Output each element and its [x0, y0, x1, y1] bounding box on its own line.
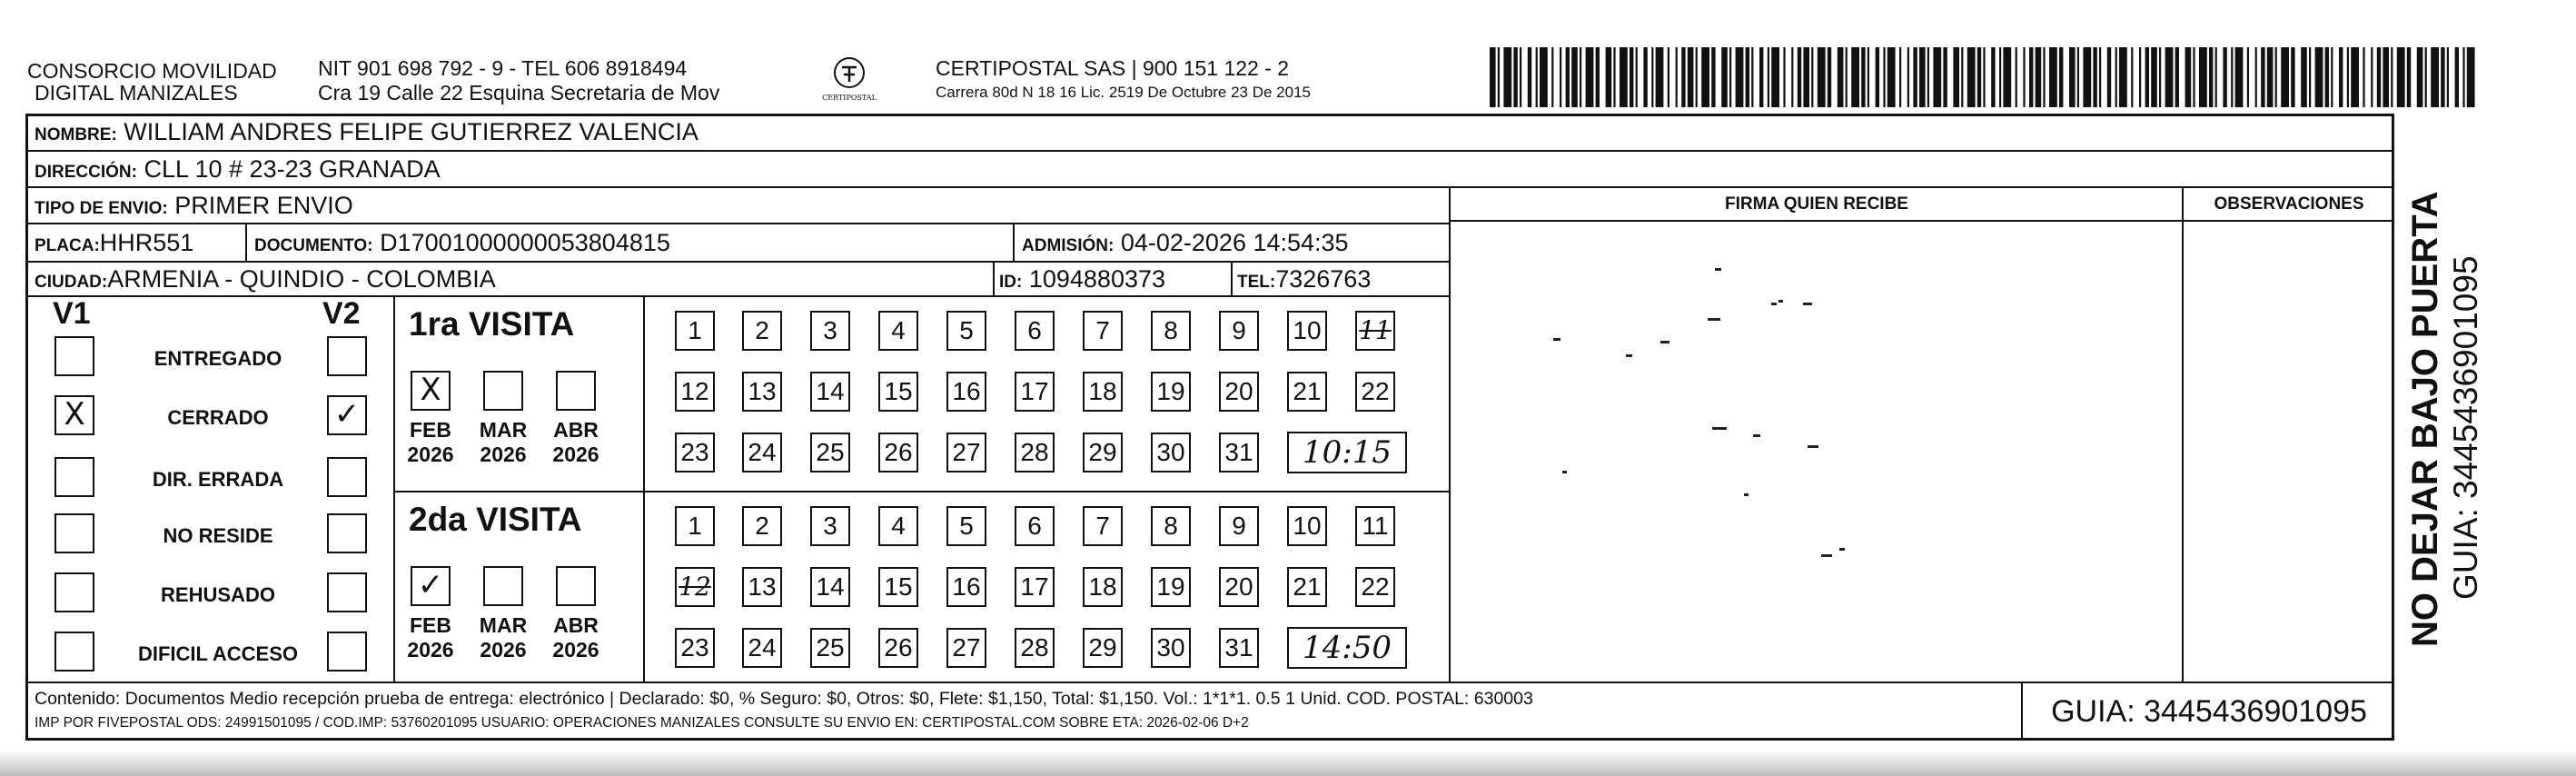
day-box[interactable]: 27	[946, 628, 986, 668]
id-cell	[999, 265, 1165, 296]
barcode-bar	[1768, 47, 1769, 107]
day-box[interactable]: 6	[1015, 506, 1055, 546]
month-year: 2026	[552, 638, 599, 662]
barcode-bar	[1571, 47, 1578, 107]
ciudad-value: ARMENIA - QUINDIO - COLOMBIA	[107, 265, 496, 293]
visit-time[interactable]: 10:15	[1287, 432, 1407, 473]
barcode-bar	[2036, 47, 2042, 107]
barcode-bar	[2235, 47, 2244, 107]
barcode-bar	[1933, 47, 1941, 107]
tipo-envio-label: TIPO DE ENVIO:	[35, 199, 168, 218]
month-name: MAR	[479, 418, 528, 442]
month-name: ABR	[553, 418, 599, 442]
barcode-bar	[1736, 47, 1744, 107]
barcode-bar	[1953, 47, 1959, 107]
scan-edge	[0, 751, 2576, 776]
barcode-bar	[1688, 47, 1694, 107]
barcode-bar	[2151, 47, 2157, 107]
day-box[interactable]: 21	[1287, 372, 1327, 412]
barcode-bar	[1746, 47, 1749, 107]
guia-box: GUIA: 3445436901095	[2051, 694, 2367, 729]
barcode-bar	[2131, 47, 2133, 107]
day-box[interactable]: 14	[810, 372, 850, 412]
direccion-label: DIRECCIÓN:	[35, 163, 137, 182]
day-box-marked[interactable]: 11	[1355, 311, 1395, 351]
barcode-bar	[2029, 47, 2033, 107]
day-box[interactable]: 1	[675, 311, 715, 351]
month-checkbox[interactable]	[556, 566, 596, 606]
v1-checkbox[interactable]	[54, 457, 94, 497]
day-box[interactable]: 20	[1219, 567, 1259, 607]
barcode-bar	[1943, 47, 1947, 107]
barcode-bar	[1513, 47, 1517, 107]
barcode-bar	[2417, 47, 2423, 107]
barcode-bar	[2255, 47, 2257, 107]
barcode-bar	[1818, 47, 1826, 107]
barcode-bar	[1868, 47, 1869, 107]
day-box[interactable]: 29	[1083, 433, 1123, 473]
day-box[interactable]: 2	[742, 311, 782, 351]
v1-checkbox[interactable]	[54, 632, 94, 672]
barcode-bar	[2093, 47, 2096, 107]
v2-checkbox[interactable]: ✓	[327, 395, 367, 435]
barcode-bar	[1876, 47, 1879, 107]
barcode-bar	[1490, 47, 1496, 107]
barcode-bar	[1783, 47, 1785, 107]
month-checkbox[interactable]	[483, 566, 523, 606]
barcode-bar	[2371, 47, 2373, 107]
observaciones-header: OBSERVACIONES	[2214, 194, 2364, 214]
barcode-bar	[2115, 47, 2117, 107]
carrier-address-line: Carrera 80d N 18 16 Lic. 2519 De Octubre 23 De 2015	[936, 84, 1311, 101]
barcode-bar	[1883, 47, 1885, 107]
day-box[interactable]: 3	[810, 506, 850, 546]
day-box[interactable]: 25	[810, 628, 850, 668]
firma-header: FIRMA QUIEN RECIBE	[1725, 194, 1908, 214]
day-box[interactable]: 22	[1355, 567, 1395, 607]
barcode-bar	[1636, 47, 1638, 107]
day-box-marked[interactable]: 12	[675, 567, 715, 607]
id-value: 1094880373	[1028, 265, 1166, 293]
barcode-bar	[2377, 47, 2381, 107]
day-box[interactable]: 26	[878, 433, 918, 473]
visit-title: 2da VISITA	[409, 501, 582, 538]
tel-label: TEL:	[1237, 273, 1276, 292]
placa-row	[35, 229, 193, 260]
barcode-bar	[2467, 47, 2475, 107]
status-label: REHUSADO	[161, 583, 275, 606]
status-label: NO RESIDE	[163, 524, 273, 547]
barcode-bar	[2209, 47, 2213, 107]
day-box[interactable]: 26	[878, 628, 918, 668]
day-box[interactable]: 17	[1015, 372, 1055, 412]
barcode-bar	[2119, 47, 2127, 107]
barcode-bar	[1711, 47, 1715, 107]
day-box[interactable]: 31	[1219, 433, 1259, 473]
barcode-bar	[2069, 47, 2076, 107]
barcode-bar	[2441, 47, 2444, 107]
ciudad-label: CIUDAD:	[35, 273, 108, 292]
v1-checkbox[interactable]: X	[54, 395, 94, 435]
day-box[interactable]: 10	[1287, 311, 1327, 351]
day-box[interactable]: 19	[1151, 567, 1191, 607]
barcode-bar	[1701, 47, 1709, 107]
month-year: 2026	[480, 638, 527, 662]
nombre-label: NOMBRE:	[35, 125, 117, 144]
day-box[interactable]: 21	[1287, 567, 1327, 607]
barcode-bar	[2083, 47, 2091, 107]
barcode-bar	[1503, 47, 1511, 107]
tipo-envio-row	[35, 192, 353, 223]
barcode-bar	[2281, 47, 2289, 107]
day-box[interactable]: 8	[1151, 311, 1191, 351]
day-box[interactable]: 23	[675, 628, 715, 668]
v2-checkbox[interactable]	[327, 572, 367, 612]
barcode-bar	[2223, 47, 2226, 107]
day-box[interactable]: 18	[1083, 372, 1123, 412]
barcode-bar	[1838, 47, 1844, 107]
admision-value: 04-02-2026 14:54:35	[1120, 229, 1349, 256]
company-name-line1: CONSORCIO MOVILIDAD	[27, 59, 277, 83]
barcode-bar	[2107, 47, 2111, 107]
barcode-bar	[1811, 47, 1813, 107]
nit-line: NIT 901 698 792 - 9 - TEL 606 8918494	[318, 56, 688, 80]
month-name: MAR	[479, 613, 528, 637]
barcode-bar	[2165, 47, 2174, 107]
day-box[interactable]: 7	[1083, 506, 1123, 546]
barcode-bar	[2383, 47, 2389, 107]
barcode-bar	[2059, 47, 2063, 107]
barcode-bar	[2099, 47, 2101, 107]
day-box[interactable]: 31	[1219, 628, 1259, 668]
barcode-bar	[1520, 47, 1521, 107]
tel-cell	[1237, 265, 1371, 296]
barcode-bar	[2247, 47, 2249, 107]
barcode-bar	[1580, 47, 1581, 107]
barcode-bar	[2139, 47, 2141, 107]
day-box[interactable]: 9	[1219, 506, 1259, 546]
day-box[interactable]: 4	[878, 311, 918, 351]
day-box[interactable]: 7	[1083, 311, 1123, 351]
barcode-bar	[1721, 47, 1728, 107]
placa-label: PLACA:	[35, 236, 100, 255]
tipo-envio-value: PRIMER ENVIO	[174, 192, 353, 219]
v1-checkbox[interactable]	[54, 513, 94, 553]
day-box[interactable]: 13	[742, 372, 782, 412]
barcode-bar	[1771, 47, 1779, 107]
side-guia: GUIA: 3445436901095	[2447, 255, 2484, 600]
day-box[interactable]: 8	[1151, 506, 1191, 546]
day-box[interactable]: 28	[1015, 433, 1055, 473]
barcode-bar	[1676, 47, 1678, 107]
month-year: 2026	[407, 638, 454, 662]
barcode-bar	[1620, 47, 1628, 107]
barcode-bar	[1798, 47, 1801, 107]
barcode-bar	[1613, 47, 1615, 107]
barcode-bar	[2231, 47, 2233, 107]
nombre-value: WILLIAM ANDRES FELIPE GUTIERREZ VALENCIA	[124, 118, 698, 145]
barcode-bar	[1967, 47, 1976, 107]
day-box[interactable]: 28	[1015, 628, 1055, 668]
barcode-bar	[1961, 47, 1963, 107]
placa-value: HHR551	[99, 229, 194, 256]
month-year: 2026	[407, 443, 454, 466]
month-checkbox[interactable]	[556, 371, 596, 411]
barcode-bar	[1759, 47, 1763, 107]
barcode-bar	[2275, 47, 2277, 107]
nombre-row	[35, 118, 698, 149]
certipostal-logo	[822, 53, 877, 107]
barcode-bar	[2193, 47, 2195, 107]
barcode-bar	[2397, 47, 2405, 107]
barcode-bar	[1681, 47, 1685, 107]
day-box[interactable]: 14	[810, 567, 850, 607]
day-box[interactable]: 12	[675, 372, 715, 412]
status-label: DIR. ERRADA	[152, 468, 284, 491]
barcode-bar	[1927, 47, 1929, 107]
barcode-bar	[2301, 47, 2307, 107]
barcode-bar	[1551, 47, 1553, 107]
v2-label: V2	[322, 296, 361, 331]
barcode-bar	[1991, 47, 1995, 107]
barcode-bar	[2431, 47, 2439, 107]
day-box[interactable]: 3	[810, 311, 850, 351]
day-box[interactable]: 24	[742, 628, 782, 668]
direccion-value: CLL 10 # 23-23 GRANADA	[144, 155, 441, 183]
month-checkbox[interactable]	[483, 371, 523, 411]
day-box[interactable]: 10	[1287, 506, 1327, 546]
barcode-bar	[2291, 47, 2294, 107]
barcode-bar	[1729, 47, 1731, 107]
visit-title: 1ra VISITA	[409, 305, 575, 343]
barcode-bar	[2215, 47, 2217, 107]
v2-checkbox[interactable]	[327, 336, 367, 376]
barcode-bar	[1696, 47, 1698, 107]
barcode-bar	[2325, 47, 2329, 107]
barcode-bar	[1668, 47, 1669, 107]
day-box[interactable]: 13	[742, 567, 782, 607]
day-box[interactable]: 6	[1015, 311, 1055, 351]
barcode	[1490, 47, 2475, 107]
barcode-bar	[1913, 47, 1917, 107]
day-box[interactable]: 17	[1015, 567, 1055, 607]
barcode-bar	[1596, 47, 1600, 107]
visit-time[interactable]: 14:50	[1287, 627, 1407, 669]
month-checkbox[interactable]: ✓	[411, 566, 451, 606]
admision-cell	[1022, 229, 1349, 260]
barcode-bar	[2339, 47, 2343, 107]
barcode-bar	[1656, 47, 1664, 107]
barcode-bar	[1528, 47, 1531, 107]
day-box[interactable]: 11	[1355, 506, 1395, 546]
barcode-bar	[1919, 47, 1926, 107]
barcode-bar	[1999, 47, 2001, 107]
v2-checkbox[interactable]	[327, 457, 367, 497]
imp-line: IMP POR FIVEPOSTAL ODS: 24991501095 / COD.IMP: 53760201095 USUARIO: OPERACIONES MANIZALES CONSULTE SU ENVIO EN: CERTIPOSTAL.COM SOBRE ETA: 2026-02-06 D+2	[35, 715, 1249, 731]
barcode-bar	[2407, 47, 2411, 107]
barcode-bar	[2016, 47, 2017, 107]
barcode-bar	[1851, 47, 1859, 107]
barcode-bar	[2391, 47, 2393, 107]
day-box[interactable]: 16	[946, 567, 986, 607]
day-box[interactable]: 23	[675, 433, 715, 473]
day-box[interactable]: 29	[1083, 628, 1123, 668]
day-box[interactable]: 4	[878, 506, 918, 546]
contenido-line: Contenido: Documentos Medio recepción prueba de entrega: electrónico | Declarado: $0, % Seguro: $0, Otros: $0, Flete: $1,150, Total: $1,150. Vol.: 1*1*1. 0.5 1 Unid. COD. POSTAL: 630003	[35, 689, 1533, 709]
month-name: FEB	[410, 418, 451, 442]
day-box[interactable]: 25	[810, 433, 850, 473]
carrier-name-line: CERTIPOSTAL SAS | 900 151 122 - 2	[936, 56, 1290, 80]
day-box[interactable]: 16	[946, 372, 986, 412]
barcode-bar	[1899, 47, 1901, 107]
day-box[interactable]: 27	[946, 433, 986, 473]
barcode-bar	[1566, 47, 1570, 107]
barcode-bar	[2175, 47, 2179, 107]
barcode-bar	[1828, 47, 1831, 107]
barcode-bar	[2199, 47, 2207, 107]
day-box[interactable]: 30	[1151, 433, 1191, 473]
barcode-bar	[1907, 47, 1909, 107]
day-box[interactable]: 9	[1219, 311, 1259, 351]
barcode-bar	[2261, 47, 2264, 107]
barcode-bar	[1803, 47, 1809, 107]
barcode-bar	[1861, 47, 1865, 107]
day-box[interactable]: 18	[1083, 567, 1123, 607]
barcode-bar	[2003, 47, 2011, 107]
month-name: ABR	[553, 613, 599, 637]
barcode-bar	[2462, 47, 2464, 107]
tel-value: 7326763	[1275, 265, 1372, 293]
company-name-line2: DIGITAL MANIZALES	[35, 81, 238, 104]
v2-checkbox[interactable]	[327, 632, 367, 672]
month-checkbox[interactable]: X	[411, 371, 451, 411]
id-label: ID:	[999, 273, 1023, 292]
barcode-bar	[1643, 47, 1647, 107]
status-label: CERRADO	[167, 406, 269, 429]
day-box[interactable]: 15	[878, 372, 918, 412]
day-box[interactable]: 24	[742, 433, 782, 473]
barcode-bar	[1846, 47, 1848, 107]
barcode-bar	[2049, 47, 2057, 107]
barcode-bar	[2267, 47, 2274, 107]
barcode-bar	[1536, 47, 1538, 107]
barcode-bar	[2425, 47, 2427, 107]
barcode-bar	[2363, 47, 2364, 107]
barcode-bar	[2447, 47, 2449, 107]
status-label: ENTREGADO	[154, 347, 282, 370]
month-year: 2026	[552, 443, 599, 466]
barcode-bar	[1983, 47, 1985, 107]
month-year: 2026	[480, 443, 527, 466]
barcode-bar	[2347, 47, 2349, 107]
v1-checkbox[interactable]	[54, 572, 94, 612]
documento-label: DOCUMENTO:	[254, 236, 373, 255]
barcode-bar	[1630, 47, 1633, 107]
barcode-bar	[1586, 47, 1594, 107]
day-box[interactable]: 5	[946, 311, 986, 351]
day-box[interactable]: 2	[742, 506, 782, 546]
svg-text:CERTIPOSTAL: CERTIPOSTAL	[822, 94, 877, 102]
barcode-bar	[1606, 47, 1612, 107]
admision-label: ADMISIÓN:	[1022, 236, 1115, 255]
status-label: DIFICIL ACCESO	[137, 642, 298, 665]
barcode-bar	[2043, 47, 2045, 107]
direccion-row	[35, 155, 441, 186]
day-box[interactable]: 15	[878, 567, 918, 607]
company-address: Cra 19 Calle 22 Esquina Secretaria de Mov	[318, 81, 720, 104]
barcode-bar	[1791, 47, 1793, 107]
v2-checkbox[interactable]	[327, 513, 367, 553]
no-dejar-bajo-puerta: NO DEJAR BAJO PUERTA	[2405, 191, 2445, 647]
barcode-bar	[1498, 47, 1500, 107]
day-box[interactable]: 20	[1219, 372, 1259, 412]
barcode-bar	[1560, 47, 1561, 107]
barcode-bar	[2145, 47, 2149, 107]
documento-cell	[254, 229, 670, 260]
barcode-bar	[2023, 47, 2025, 107]
barcode-bar	[2351, 47, 2359, 107]
barcode-bar	[2331, 47, 2333, 107]
barcode-bar	[2309, 47, 2311, 107]
day-box[interactable]: 1	[675, 506, 715, 546]
day-box[interactable]: 19	[1151, 372, 1191, 412]
barcode-bar	[2185, 47, 2192, 107]
ciudad-row	[35, 265, 496, 296]
v1-checkbox[interactable]	[54, 336, 94, 376]
barcode-bar	[2159, 47, 2161, 107]
barcode-bar	[2455, 47, 2459, 107]
barcode-bar	[2315, 47, 2323, 107]
documento-value: D17001000000053804815	[380, 229, 670, 256]
day-box[interactable]: 5	[946, 506, 986, 546]
day-box[interactable]: 22	[1355, 372, 1395, 412]
barcode-bar	[1651, 47, 1653, 107]
barcode-bar	[1977, 47, 1981, 107]
barcode-bar	[2077, 47, 2079, 107]
barcode-bar	[1540, 47, 1548, 107]
v1-label: V1	[53, 296, 91, 331]
day-box[interactable]: 30	[1151, 628, 1191, 668]
month-name: FEB	[410, 613, 451, 637]
barcode-bar	[1751, 47, 1753, 107]
barcode-bar	[1887, 47, 1896, 107]
